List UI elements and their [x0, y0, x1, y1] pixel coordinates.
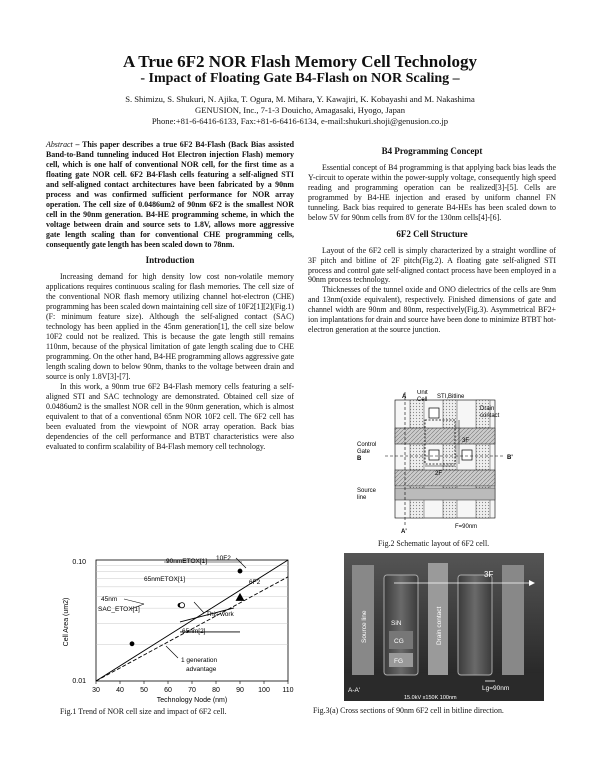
data-point-this-work: [236, 593, 245, 601]
y-tick-label: 0.01: [72, 678, 86, 685]
figure-2-layout-diagram: [355, 390, 525, 535]
paper-subtitle: - Impact of Floating Gate B4-Flash on NOR Scaling –: [140, 71, 460, 86]
abstract: [46, 140, 294, 249]
label-2f: 2F: [435, 471, 443, 477]
x-tick-label: 60: [164, 687, 172, 694]
label-3f: 3F: [462, 438, 470, 444]
x-tick-label: 70: [188, 687, 196, 694]
structure-paragraph: Layout of the 6F2 cell is simply characterized by a straight wordline of 3F pitch and bitline of 2F pitch(Fig.2). A floating gate self-aligned STI process and control gate self-aligned contact process have been employed in a 90nm process technology.: [308, 245, 556, 285]
label-cg: CG: [394, 638, 404, 645]
drain-contact: [429, 450, 439, 460]
x-tick-label: 90: [236, 687, 244, 694]
paper-title: A True 6F2 NOR Flash Memory Cell Technology: [122, 52, 477, 71]
sti-bitline: [410, 400, 424, 518]
right-column: [308, 147, 556, 335]
gate-stack-right: [458, 575, 492, 675]
label-b-prime: B': [507, 455, 513, 461]
annotation-sac-etox: SAC_ETOX[1]: [98, 606, 140, 613]
figure-1-chart: [46, 550, 296, 705]
x-tick-label: 40: [116, 687, 124, 694]
authors: S. Shimizu, S. Shukuri, N. Ajika, T. Ogura, M. Mihara, Y. Kawajiri, K. Kobayashi and M. Nakashima: [125, 94, 475, 104]
figure-1-caption: Fig.1 Trend of NOR cell size and impact of 6F2 cell.: [60, 707, 227, 716]
annotation-6f2: 6F2: [249, 579, 261, 586]
label-f-value: F=90nm: [455, 524, 478, 530]
x-tick-label: 80: [212, 687, 220, 694]
annotation-10f2: 10F2: [216, 555, 231, 562]
label-cell: Cell: [417, 397, 428, 403]
x-tick-label: 50: [140, 687, 148, 694]
chart-annotations: [98, 555, 261, 673]
annotation-90nm-etox: 90nmETOX[1]: [166, 558, 208, 565]
annotation-45nm: 45nm: [101, 596, 118, 603]
x-tick-label: 30: [92, 687, 100, 694]
label-a-a: A-A': [348, 687, 361, 694]
label-sin: SiN: [391, 620, 402, 627]
label-drain: Drain: [480, 406, 495, 412]
label-b: B: [357, 456, 362, 462]
control-gate-wordline: [395, 428, 495, 444]
label-source: Source: [357, 488, 377, 494]
source-line: [395, 488, 495, 500]
intro-heading: Introduction: [145, 255, 195, 266]
affiliation: GENUSION, Inc., 7-1-3 Douicho, Amagasaki, Hyogo, Japan: [194, 105, 406, 115]
data-point-90nmetox-1-: [238, 569, 243, 574]
sem-scale-info: 15.0kV x150K 100nm: [404, 695, 457, 701]
figure-2-caption: Fig.2 Schematic layout of 6F2 cell.: [378, 539, 490, 548]
label-3f: 3F: [484, 570, 494, 579]
b4-paragraph: Essential concept of B4 programming is that applying back bias leads the Y-circuit to operate within the power-supply voltage, consequently high speed reading and programming operation can be realized[3]-[5]. Cells are programmed by B4-HE injection and erased by uniform channel FN tunneling. Back bias required to generate B4-HEs has been scaled down to below 5V for 90nm cells from 8V for the 130nm cells[4]-[6].: [308, 162, 556, 222]
annotation-generation: 1 generation: [181, 657, 218, 664]
x-tick-label: 100: [258, 687, 270, 694]
structure-paragraph: Thicknesses of the tunnel oxide and ONO dielectrics of the cells are 9nm and 13nm(oxide equivalent), respectively. Finished dimensions of gate and channel width are 90nm and 80nm, respectively(Fig.3). Asymmetrical BF2+ ion implantations for drain and source have been done to minimize BTBT hot-electron generation at the source junction.: [308, 285, 556, 335]
abstract-text: – This paper describes a true 6F2 B4-Flash (Back Bias assisted Band-to-Band tunneling induced Hot Electron injection Flash) memory cell, which is one half of conventional NOR cell, for the first time as a floating gate NOR cell. 6F2 B4-Flash cells featuring a self-aligned STI and self-aligned contact architectures have been fabricated by a 90nm process and was confirmed sufficient performance for NOR array operation. The cell size of 0.0486um2 of 90nm 6F2 is the smallest NOR cell in the 90nm generation. B4-HE programming scheme, in which the voltage between drain and source sets to 1.8V, allows more aggressive gate length scaling than for conventional CHE programming cells, consequently gate length has been scaled down to 78nm.: [46, 140, 294, 249]
drain-contact: [429, 408, 439, 418]
structure-heading: 6F2 Cell Structure: [396, 228, 468, 239]
contact-info: Phone:+81-6-6416-6133, Fax:+81-6-6416-6134, e-mail:shukuri.shoji@genusion.co.jp: [151, 116, 449, 126]
drain-contact: [462, 450, 472, 460]
annotation-this-work: This work: [206, 611, 234, 618]
label-line: line: [357, 495, 367, 501]
annotation-65nm-etox: 65nmETOX[1]: [144, 576, 186, 583]
y-tick-label: 0.10: [72, 559, 86, 566]
data-point-45nm-sac-etox-1-: [130, 641, 135, 646]
label-unit: Unit: [417, 390, 428, 396]
x-tick-label: 110: [282, 687, 294, 694]
data-point-65nm-2: [179, 603, 184, 608]
label-contact: contact: [480, 413, 500, 419]
label-sti-bitline: STI,Bitline: [437, 394, 465, 400]
abstract-label: Abstract: [46, 140, 73, 149]
label-source-line: Source line: [361, 610, 368, 643]
label-gate: Gate: [357, 449, 371, 455]
annotation-advantage: advantage: [186, 666, 217, 673]
label-a: A: [402, 394, 407, 400]
annotation-65nm-2: 65nm[2]: [182, 628, 206, 635]
intro-paragraph: Increasing demand for high density low cost non-volatile memory applications requires continuous scaling for flash memories. The cell size of the conventional NOR flash memory utilizing channel hot-electron (CHE) programming has been scaled down maintaining cell size of 10F2[1][2](Fig.1) (F: minimum feature size). Although the self-aligned contact (SAC) technology has been applied in the 45nm generation[1], the cell size below 10F2 could not be realized. This is because the gate length still remains 110nm, because of the physical limitation of gate length scaling due to CHE programming. On the other hand, B4-HE programming allows aggressive gate length scaling down to below 90nm, thanks to the voltage between drain and source is only 1.8V[3]-[7].: [46, 272, 294, 381]
control-gate-wordline: [395, 470, 495, 486]
intro-paragraph: In this work, a 90nm true 6F2 B4-Flash memory cells featuring a self-aligned STI and SAC technology are demonstrated. Obtained cell size of 0.0486um2 is the smallest NOR cell in the 90nm generation, which is almost equivalent to that of a conventional 65nm NOR 10F2 cell. The 6F2 cell has been evaluated from the viewpoint of NOR array operation. Back bias dependencies of the cell performance and BTBT characteristics were also evaluated to confirm scalability of B4-Flash memory cell technology.: [46, 381, 294, 451]
y-axis-label: Cell Area (um2): [63, 597, 70, 647]
label-fg: FG: [394, 658, 404, 665]
figure-3-sem-image: [344, 553, 544, 701]
x-axis-label: Technology Node (nm): [156, 697, 228, 704]
label-drain-contact: Drain contact: [436, 606, 443, 645]
x-tick-labels: [92, 687, 294, 694]
b4-heading: B4 Programming Concept: [381, 146, 483, 156]
sti-bitline: [443, 400, 457, 518]
contact-fill: [502, 565, 524, 675]
label-control: Control: [357, 442, 377, 448]
left-column: [46, 140, 294, 452]
label-lg: Lg=90nm: [482, 685, 510, 692]
label-a-prime: A': [401, 529, 407, 535]
figure-3-caption: Fig.3(a) Cross sections of 90nm 6F2 cell in bitline direction.: [313, 706, 504, 715]
